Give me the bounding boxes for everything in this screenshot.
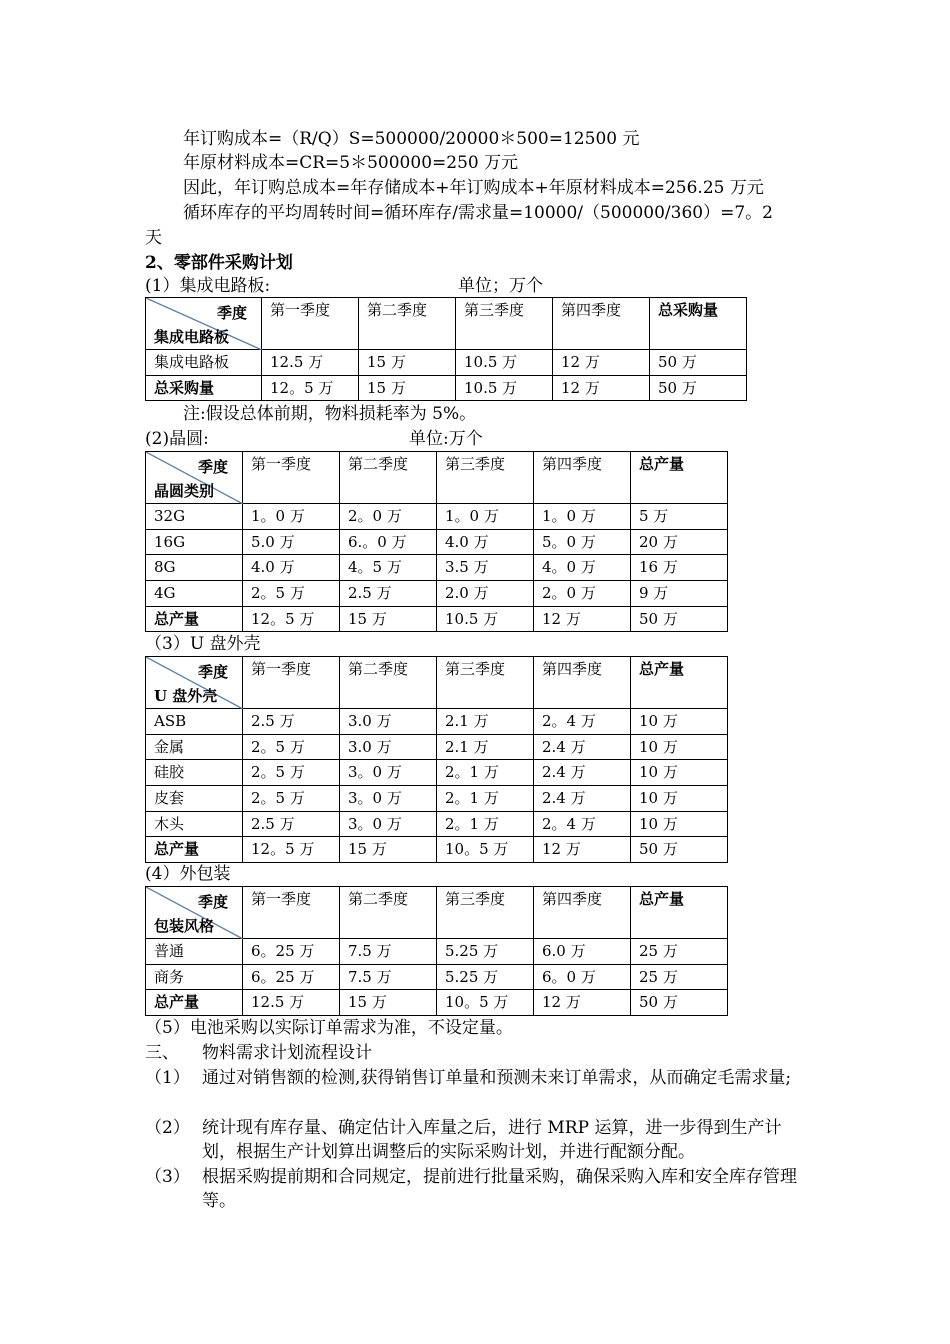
table-cell: 7.5 万 — [340, 964, 437, 990]
table-cell: 木头 — [146, 811, 243, 837]
table-cell: 3.0 万 — [340, 734, 437, 760]
table4-corner-top: 季度 — [197, 893, 228, 911]
table1-header: 总采购量 — [650, 298, 747, 350]
table-cell: 10.5 万 — [437, 606, 534, 632]
table-cell: 2。5 万 — [243, 760, 340, 786]
table4-header: 总产量 — [631, 887, 728, 939]
paragraph-total-cost: 因此，年订购总成本=年存储成本+年订购成本+年原材料成本=256.25 万元 — [183, 178, 764, 198]
table-cell: 2.5 万 — [243, 709, 340, 735]
table2-corner-bottom: 晶圆类别 — [154, 482, 215, 500]
table-cell: 15 万 — [340, 990, 437, 1016]
section-3-heading: 物料需求计划流程设计 — [202, 1043, 372, 1063]
table-packaging — [145, 886, 728, 1016]
table2-unit: 单位:万个 — [409, 429, 483, 449]
table-row — [146, 504, 728, 530]
table-cell: 3.5 万 — [437, 555, 534, 581]
table3-caption: （3）U 盘外壳 — [145, 634, 261, 654]
table-row — [146, 786, 728, 812]
table-cell: 皮套 — [146, 786, 243, 812]
table-row — [146, 837, 728, 863]
table4-header: 第三季度 — [437, 887, 534, 939]
table-cell: 2.1 万 — [437, 734, 534, 760]
table3-header: 第二季度 — [340, 657, 437, 709]
table-cell: 2。1 万 — [437, 760, 534, 786]
table-cell: 12 万 — [534, 606, 631, 632]
table-cell: 总产量 — [146, 990, 243, 1016]
table-cell: 10。5 万 — [437, 990, 534, 1016]
table-cell: 2。1 万 — [437, 786, 534, 812]
table1-header: 第二季度 — [359, 298, 456, 350]
table-cell: 15 万 — [359, 350, 456, 376]
table2-header: 第三季度 — [437, 452, 534, 504]
table2-corner-top: 季度 — [197, 458, 228, 476]
table-row — [146, 734, 728, 760]
table-cell: 1。0 万 — [243, 504, 340, 530]
table1-header: 第一季度 — [262, 298, 359, 350]
table-cell: 5。0 万 — [534, 529, 631, 555]
table-cell: 总采购量 — [146, 375, 262, 401]
table-cell: 50 万 — [650, 350, 747, 376]
table-cell: 12.5 万 — [243, 990, 340, 1016]
table-cell: 50 万 — [631, 990, 728, 1016]
table-cell: 16G — [146, 529, 243, 555]
list-item-number: （3） — [145, 1167, 190, 1187]
list-item-number: （2） — [145, 1118, 190, 1138]
table-cell: 25 万 — [631, 939, 728, 965]
table-cell: 4。5 万 — [340, 555, 437, 581]
table-cell: 3.0 万 — [340, 709, 437, 735]
table-cell: 7.5 万 — [340, 939, 437, 965]
table-cell: 1。0 万 — [534, 504, 631, 530]
table-cell: ASB — [146, 709, 243, 735]
table-cell: 6。25 万 — [243, 939, 340, 965]
table-cell: 2.4 万 — [534, 786, 631, 812]
table-cell: 2。1 万 — [437, 811, 534, 837]
table-cell: 10 万 — [631, 811, 728, 837]
table-cell: 2。0 万 — [340, 504, 437, 530]
table-cell: 12 万 — [534, 990, 631, 1016]
table3-header: 总产量 — [631, 657, 728, 709]
table-cell: 集成电路板 — [146, 350, 262, 376]
table-cell: 2。5 万 — [243, 786, 340, 812]
table-cell: 50 万 — [631, 837, 728, 863]
table-cell: 10 万 — [631, 786, 728, 812]
table-cell: 总产量 — [146, 837, 243, 863]
table-row — [146, 350, 747, 376]
table-cell: 12。5 万 — [262, 375, 359, 401]
table1-corner-top: 季度 — [216, 304, 247, 322]
table-cell: 3。0 万 — [340, 786, 437, 812]
table4-caption: (4）外包装 — [145, 864, 231, 884]
table-cell: 10 万 — [631, 709, 728, 735]
table-circuit-board — [145, 297, 747, 401]
table-wafer — [145, 451, 728, 632]
table-cell: 4。0 万 — [534, 555, 631, 581]
table2-caption: (2)晶圆: — [145, 429, 209, 449]
table-cell: 总产量 — [146, 606, 243, 632]
table-row — [146, 760, 728, 786]
table-cell: 50 万 — [631, 606, 728, 632]
paragraph-order-cost: 年订购成本=（R/Q）S=500000/20000＊500=12500 元 — [183, 129, 640, 149]
table-cell: 12.5 万 — [262, 350, 359, 376]
table-row — [146, 811, 728, 837]
table1-caption: (1）集成电路板: — [145, 276, 271, 296]
table-cell: 10 万 — [631, 760, 728, 786]
table-cell: 15 万 — [340, 837, 437, 863]
battery-note: （5）电池采购以实际订单需求为准，不设定量。 — [145, 1018, 513, 1038]
table-cell: 商务 — [146, 964, 243, 990]
table-usb-shell — [145, 656, 728, 863]
table1-corner-cell — [146, 298, 262, 350]
table-cell: 2。4 万 — [534, 811, 631, 837]
table2-header: 第二季度 — [340, 452, 437, 504]
table-row — [146, 939, 728, 965]
table1-header: 第三季度 — [456, 298, 553, 350]
table-row — [146, 606, 728, 632]
table-cell: 12。5 万 — [243, 837, 340, 863]
table-cell: 5 万 — [631, 504, 728, 530]
table-cell: 2。0 万 — [534, 581, 631, 607]
table-cell: 2。4 万 — [534, 709, 631, 735]
table-cell: 2.4 万 — [534, 760, 631, 786]
table-row — [146, 964, 728, 990]
table-cell: 6.。0 万 — [340, 529, 437, 555]
table-cell: 硅胶 — [146, 760, 243, 786]
list-item: 统计现有库存量、确定估计入库量之后，进行 MRP 运算，进一步得到生产计划，根据生产计划算出调整后的实际采购计划，并进行配额分配。 — [202, 1118, 782, 1162]
table-cell: 2.5 万 — [340, 581, 437, 607]
table-row — [146, 555, 728, 581]
table3-corner-top: 季度 — [197, 663, 228, 681]
table-cell: 6.0 万 — [534, 939, 631, 965]
table4-corner-bottom: 包装风格 — [154, 917, 215, 935]
table-cell: 12。5 万 — [243, 606, 340, 632]
table-cell: 3。0 万 — [340, 760, 437, 786]
table-cell: 6。0 万 — [534, 964, 631, 990]
table-cell: 5.0 万 — [243, 529, 340, 555]
table1-unit: 单位；万个 — [458, 276, 543, 296]
table-cell: 5.25 万 — [437, 939, 534, 965]
table4-header: 第二季度 — [340, 887, 437, 939]
table-cell: 12 万 — [534, 837, 631, 863]
table4-header: 第一季度 — [243, 887, 340, 939]
table-cell: 金属 — [146, 734, 243, 760]
table-cell: 9 万 — [631, 581, 728, 607]
table-cell: 15 万 — [359, 375, 456, 401]
table-cell: 8G — [146, 555, 243, 581]
table-cell: 3。0 万 — [340, 811, 437, 837]
table-cell: 1。0 万 — [437, 504, 534, 530]
table1-note: 注:假设总体前期，物料损耗率为 5%。 — [183, 404, 477, 424]
table-cell: 2。5 万 — [243, 581, 340, 607]
section-3-number: 三、 — [145, 1043, 179, 1063]
table3-corner-bottom: U 盘外壳 — [154, 687, 218, 705]
table3-header: 第一季度 — [243, 657, 340, 709]
table-row — [146, 990, 728, 1016]
table-cell: 6。25 万 — [243, 964, 340, 990]
table-cell: 2。5 万 — [243, 734, 340, 760]
table2-header: 第一季度 — [243, 452, 340, 504]
list-item: 通过对销售额的检测,获得销售订单量和预测未来订单需求，从而确定毛需求量; — [202, 1068, 792, 1088]
table-cell: 2.1 万 — [437, 709, 534, 735]
table-cell: 2.4 万 — [534, 734, 631, 760]
table-cell: 10 万 — [631, 734, 728, 760]
table3-header: 第四季度 — [534, 657, 631, 709]
table-cell: 15 万 — [340, 606, 437, 632]
table-cell: 50 万 — [650, 375, 747, 401]
table-cell: 10。5 万 — [437, 837, 534, 863]
table4-corner-cell — [146, 887, 243, 939]
table-cell: 20 万 — [631, 529, 728, 555]
table-cell: 10.5 万 — [456, 375, 553, 401]
table-cell: 4.0 万 — [437, 529, 534, 555]
table4-header: 第四季度 — [534, 887, 631, 939]
table-cell: 25 万 — [631, 964, 728, 990]
table-cell: 16 万 — [631, 555, 728, 581]
table-cell: 12 万 — [553, 375, 650, 401]
table-cell: 普通 — [146, 939, 243, 965]
table-cell: 4.0 万 — [243, 555, 340, 581]
paragraph-turnover-time: 循环库存的平均周转时间=循环库存/需求量=10000/（500000/360）=7。2 — [183, 203, 773, 223]
table-cell: 2.0 万 — [437, 581, 534, 607]
paragraph-turnover-time-cont: 天 — [145, 228, 162, 248]
table-row — [146, 581, 728, 607]
table3-corner-cell — [146, 657, 243, 709]
table2-header: 第四季度 — [534, 452, 631, 504]
list-item: 根据采购提前期和合同规定，提前进行批量采购，确保采购入库和安全库存管理等。 — [202, 1167, 797, 1211]
table-cell: 32G — [146, 504, 243, 530]
table2-header: 总产量 — [631, 452, 728, 504]
table1-corner-bottom: 集成电路板 — [154, 328, 230, 346]
table-cell: 12 万 — [553, 350, 650, 376]
paragraph-material-cost: 年原材料成本=CR=5＊500000=250 万元 — [183, 153, 519, 173]
list-item-number: （1） — [145, 1068, 190, 1088]
table-row — [146, 375, 747, 401]
table-cell: 2.5 万 — [243, 811, 340, 837]
table-row — [146, 529, 728, 555]
table-cell: 10.5 万 — [456, 350, 553, 376]
table2-corner-cell — [146, 452, 243, 504]
table-cell: 4G — [146, 581, 243, 607]
table-row — [146, 709, 728, 735]
section-2-heading: 2、零部件采购计划 — [145, 253, 293, 273]
table3-header: 第三季度 — [437, 657, 534, 709]
table1-header: 第四季度 — [553, 298, 650, 350]
table-cell: 5.25 万 — [437, 964, 534, 990]
